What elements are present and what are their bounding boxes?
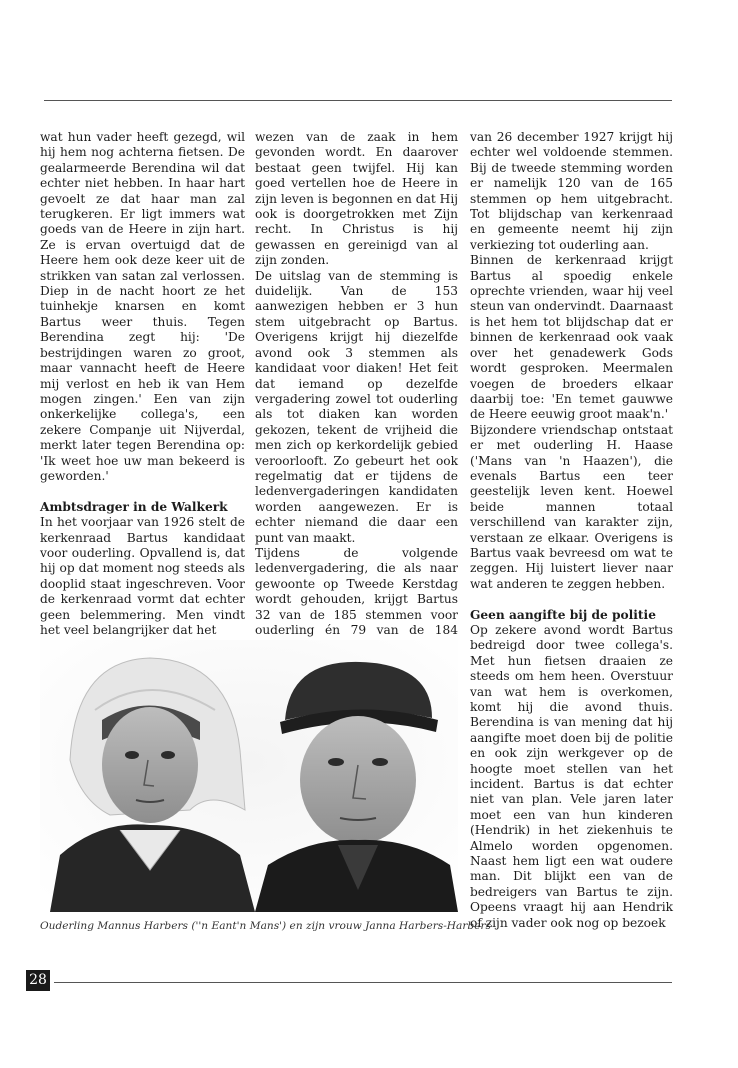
paragraph: wezen van de zaak in hem gevonden wordt. En daarover bestaat geen twijfel. Hij kan goed vertellen hoe de Heere in zijn leven is begonnen en dat Hij ook is doorgetrokken met Zijn recht. In Christus is hij gewassen en gereinigd van al zijn zonden. — [255, 130, 458, 268]
text-column-1 — [40, 130, 245, 638]
portrait-photo — [40, 640, 458, 912]
page-number: 28 — [26, 970, 50, 991]
paragraph: wat hun vader heeft gezegd, wil hij hem nog achterna fietsen. De gealarmeerde Berendina wil dat echter niet hebben. In haar hart gevoelt ze dat haar man zal terugkeren. Er ligt immers wat goeds van de Heere in zijn hart. Ze is ervan overtuigd dat de Heere hem ook deze keer uit de strikken van satan zal verlossen. Diep in de nacht hoort ze het tuinhekje knarsen en komt Bartus weer thuis. Tegen Berendina zegt hij: 'De bestrijdingen waren zo groot, maar vannacht heeft de Heere mij verlost en heb ik van Hem mogen zingen.' Een van zijn onkerkelijke collega's, een zekere Companje uit Nijverdal, merkt later tegen Berendina op: 'Ik weet hoe uw man bekeerd is geworden.' — [40, 130, 245, 483]
photo-caption: Ouderling Mannus Harbers (''n Eant'n Mans') en zijn vrouw Janna Harbers-Harbers — [40, 920, 491, 932]
header-rule — [44, 100, 672, 101]
text-column-3 — [470, 130, 673, 931]
paragraph: De uitslag van de stemming is duidelijk. Van de 153 aanwezigen hebben er 3 hun stem uitgebracht op Bartus. Overigens krijgt hij diezelfde avond ook 3 stemmen als kandidaat voor diaken! Het feit dat iemand op dezelfde vergadering zowel tot ouderling als tot diaken kan worden gekozen, tekent de vrijheid die men zich op kerkordelijk gebied veroorlooft. Zo gebeurt het ook regelmatig dat er tijdens de ledenvergaderingen kandidaten worden aangewezen. Er is echter niemand die daar een punt van maakt. — [255, 268, 458, 545]
portrait-illustration — [40, 640, 458, 912]
section-heading: Ambtsdrager in de Walkerk — [40, 499, 228, 514]
paragraph: van 26 december 1927 krijgt hij echter wel voldoende stemmen. Bij de tweede stemming worden er namelijk 120 van de 165 stemmen op hem uitgebracht. Tot blijdschap van kerkenraad en gemeente neemt hij zijn verkiezing tot ouderling aan. — [470, 130, 673, 252]
paragraph: In het voorjaar van 1926 stelt de kerkenraad Bartus kandidaat voor ouderling. Opvallend is, dat hij op dat moment nog steeds als dooplid staat ingeschreven. Voor de kerkenraad vormt dat echter geen belemmering. Men vindt het veel belangrijker dat het — [40, 515, 245, 637]
section-heading: Geen aangifte bij de politie — [470, 607, 656, 622]
text-column-2 — [255, 130, 458, 669]
paragraph: Tijdens de volgende ledenvergadering, die als naar gewoonte op Tweede Kerstdag wordt gehouden, krijgt Bartus 32 van de 185 stemmen voor ouderling én 79 van de 184 — [255, 545, 458, 637]
footer-rule — [54, 982, 672, 983]
paragraph: Binnen de kerkenraad krijgt Bartus al spoedig enkele oprechte vrienden, waar hij veel steun van ondervindt. Daarnaast is het hem tot blijdschap dat er binnen de kerkenraad ook vaak over het genadewerk Gods wordt gesproken. Meermalen voegen de broeders elkaar daarbij toe: 'En temet gauwwe de Heere eeuwig groot maak'n.' — [470, 253, 673, 422]
paragraph: Bijzondere vriendschap ontstaat er met ouderling H. Haase ('Mans van 'n Haazen'), die evenals Bartus een teer geestelijk leven kent. Hoewel beide mannen totaal verschillend van karakter zijn, verstaan ze elkaar. Overigens is Bartus vaak bevreesd om wat te zeggen. Hij luistert liever naar wat anderen te zeggen hebben. — [470, 422, 673, 591]
paragraph: Op zekere avond wordt Bartus bedreigd door twee collega's. Met hun fietsen draaien ze steeds om hem heen. Overstuur van wat hem is overkomen, komt hij die avond thuis. Berendina is van mening dat hij aangifte moet doen bij de politie en ook zijn werkgever op de hoogte moet stellen van het incident. Bartus is dat echter niet van plan. Vele jaren later moet een van hun kinderen (Hendrik) in het ziekenhuis te Almelo worden opgenomen. Naast hem ligt een wat oudere man. Dit blijkt een van de bedreigers van Bartus te zijn. Opeens vraagt hij aan Hendrik of zijn vader ook nog op bezoek — [470, 622, 673, 930]
